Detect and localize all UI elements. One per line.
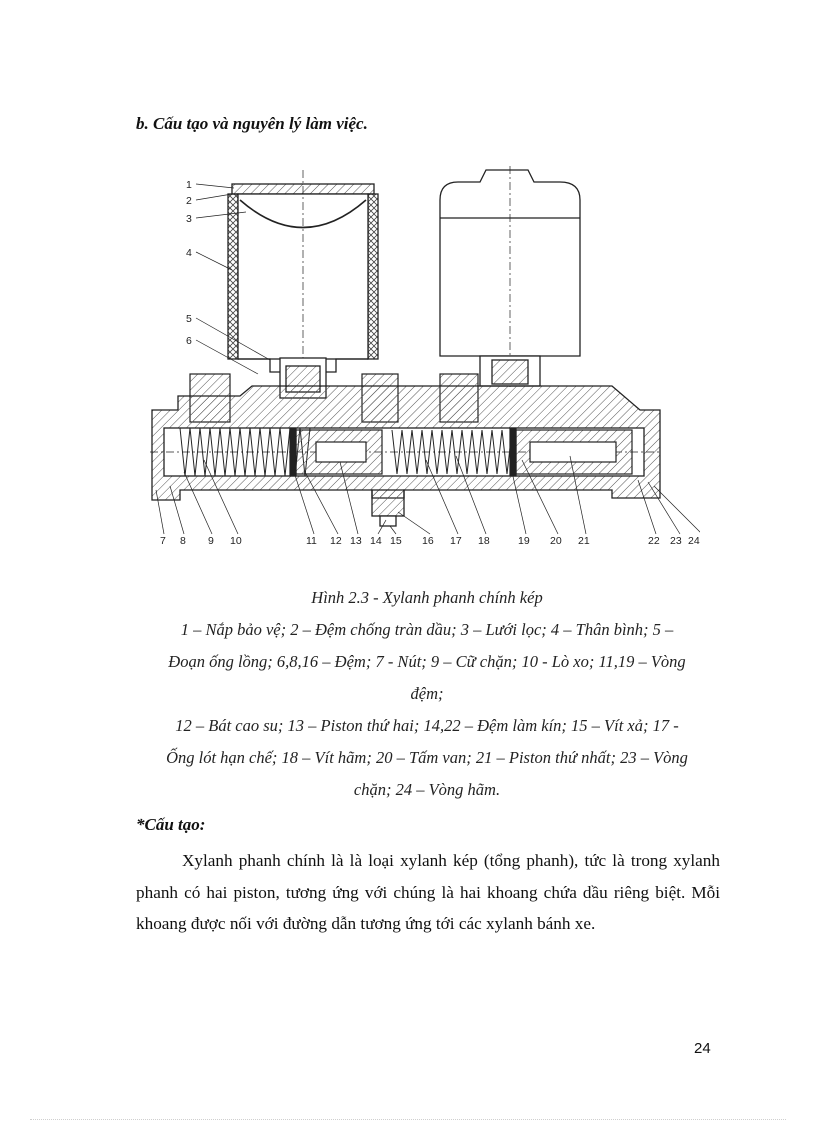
part-label: 16	[422, 535, 434, 547]
part-label: 23	[670, 535, 682, 547]
part-label: 8	[180, 535, 186, 547]
legend-line: Ống lót hạn chế; 18 – Vít hãm; 20 – Tấm van; 21 – Piston thứ nhất; 23 – Vòng	[166, 748, 688, 767]
part-label: 13	[350, 535, 362, 547]
right-reservoir	[440, 166, 580, 390]
part-label: 19	[518, 535, 530, 547]
master-cylinder-diagram	[140, 160, 700, 552]
part-label: 1	[186, 179, 192, 191]
footer-divider	[30, 1119, 786, 1120]
part-label: 4	[186, 247, 192, 259]
part-label: 10	[230, 535, 242, 547]
part-label: 17	[450, 535, 462, 547]
part-label: 21	[578, 535, 590, 547]
part-label: 2	[186, 195, 192, 207]
left-reservoir	[228, 170, 378, 398]
legend-line: chặn; 24 – Vòng hãm.	[353, 780, 501, 799]
part-label: 9	[208, 535, 214, 547]
legend-line: Đoạn ống lồng; 6,8,16 – Đệm; 7 - Nút; 9 – Cữ chặn; 10 - Lò xo; 11,19 – Vòng	[168, 652, 686, 671]
part-label: 6	[186, 335, 192, 347]
part-label: 24	[688, 535, 700, 547]
legend-line: đệm;	[410, 684, 444, 703]
legend-line: 12 – Bát cao su; 13 – Piston thứ hai; 14,22 – Đệm làm kín; 15 – Vít xả; 17 -	[175, 716, 679, 735]
page-number: 24	[694, 1040, 711, 1057]
subheading: *Cấu tạo:	[136, 815, 206, 834]
part-label: 5	[186, 313, 192, 325]
part-label: 15	[390, 535, 402, 547]
part-label: 22	[648, 535, 660, 547]
part-label: 14	[370, 535, 382, 547]
part-label: 11	[306, 535, 317, 547]
part-label: 18	[478, 535, 490, 547]
body-paragraph: Xylanh phanh chính là là loại xylanh kép (tổng phanh), tức là trong xylanh phanh có hai piston, tương ứng với chúng là hai khoang chứa dầu riêng biệt. Mỗi khoang được nối với đường dẫn tương ứng tới các xylanh bánh xe.	[136, 851, 720, 933]
legend-line: 1 – Nắp bảo vệ; 2 – Đệm chống tràn dầu; 3 – Lưới lọc; 4 – Thân bình; 5 –	[180, 620, 674, 639]
part-label: 12	[330, 535, 342, 547]
part-label: 20	[550, 535, 562, 547]
part-label: 3	[186, 213, 192, 225]
figure-caption-title: Hình 2.3 - Xylanh phanh chính kép	[311, 588, 543, 607]
section-heading: b. Cấu tạo và nguyên lý làm việc.	[136, 114, 368, 133]
part-label: 7	[160, 535, 166, 547]
figure-caption-legend	[132, 614, 722, 806]
